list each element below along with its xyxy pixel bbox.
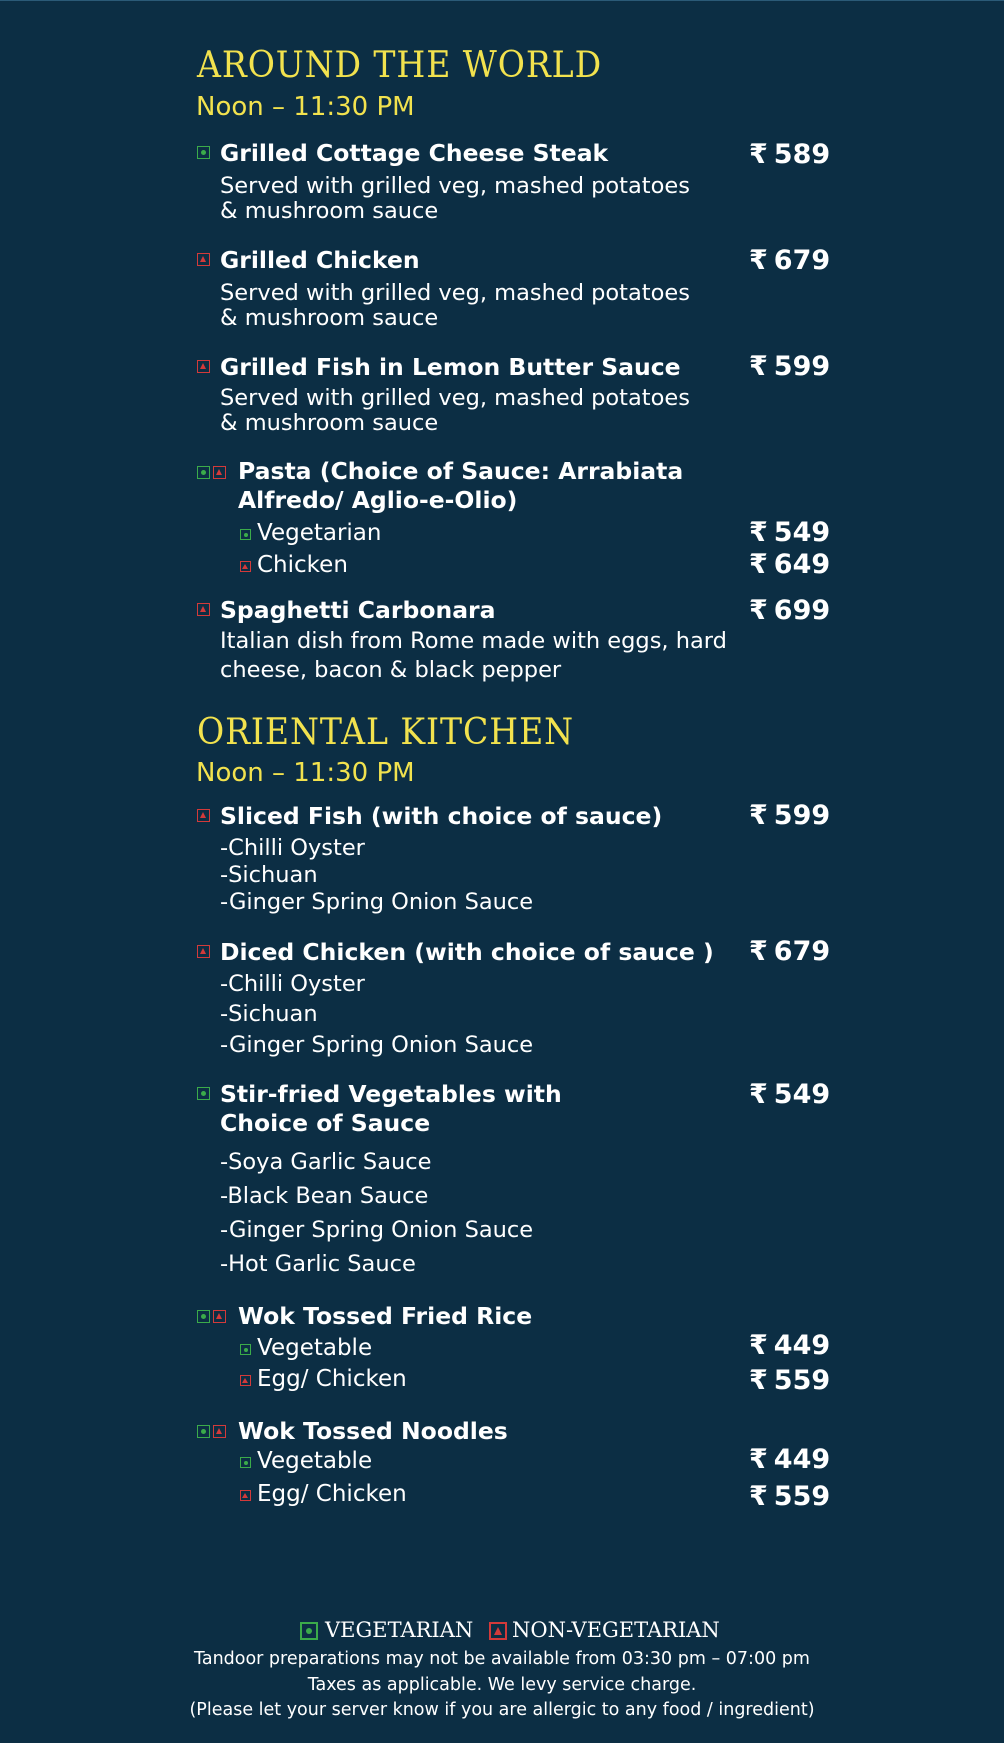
item-description: Italian dish from Rome made with eggs, hard bbox=[220, 628, 727, 654]
rupee-icon: ₹ bbox=[749, 1481, 768, 1512]
veg-icon bbox=[240, 1344, 251, 1355]
item-name: Grilled Cottage Cheese Steak bbox=[220, 139, 609, 167]
veg-icon bbox=[197, 1310, 210, 1323]
item-description: -Ginger Spring Onion Sauce bbox=[220, 889, 534, 915]
nonveg-icon bbox=[197, 809, 210, 822]
item-description: cheese, bacon & black pepper bbox=[220, 657, 562, 683]
footer-note-tandoor: Tandoor preparations may not be available from 03:30 pm – 07:00 pm bbox=[194, 1649, 810, 1669]
item-description: -Sichuan bbox=[220, 1001, 318, 1027]
item-price: ₹ 599 bbox=[749, 800, 831, 831]
option-label: Vegetable bbox=[257, 1448, 373, 1474]
item-description: -Ginger Spring Onion Sauce bbox=[220, 1217, 534, 1243]
item-description: & mushroom sauce bbox=[220, 198, 439, 224]
item-name: Grilled Fish in Lemon Butter Sauce bbox=[220, 353, 681, 381]
option-label: Egg/ Chicken bbox=[257, 1481, 407, 1507]
nonveg-icon bbox=[240, 1490, 251, 1501]
item-name: Choice of Sauce bbox=[220, 1109, 431, 1137]
rupee-icon: ₹ bbox=[749, 517, 768, 548]
item-price: ₹ 589 bbox=[749, 139, 831, 170]
section-title-oriental-kitchen: ORIENTAL KITCHEN bbox=[197, 712, 575, 753]
section-hours: Noon – 11:30 PM bbox=[196, 758, 415, 788]
item-description: & mushroom sauce bbox=[220, 410, 439, 436]
nonveg-icon bbox=[197, 945, 210, 958]
option-price: ₹ 449 bbox=[749, 1444, 831, 1475]
option-price: ₹ 449 bbox=[749, 1330, 831, 1361]
rupee-icon: ₹ bbox=[749, 351, 768, 382]
item-description: & mushroom sauce bbox=[220, 305, 439, 331]
rupee-icon: ₹ bbox=[749, 595, 768, 626]
veg-legend-icon bbox=[300, 1622, 318, 1640]
veg-icon bbox=[197, 466, 210, 479]
nonveg-icon bbox=[213, 466, 226, 479]
footer-note-taxes: Taxes as applicable. We levy service charge. bbox=[307, 1675, 697, 1695]
item-description: Served with grilled veg, mashed potatoes bbox=[220, 385, 690, 411]
nonveg-icon bbox=[240, 561, 251, 572]
item-name: Wok Tossed Noodles bbox=[238, 1417, 508, 1445]
option-price: ₹ 549 bbox=[749, 517, 831, 548]
item-name: Sliced Fish (with choice of sauce) bbox=[220, 802, 663, 830]
option-label: Chicken bbox=[257, 552, 348, 578]
option-price: ₹ 559 bbox=[749, 1481, 831, 1512]
nonveg-legend-icon bbox=[489, 1622, 507, 1640]
item-description: -Hot Garlic Sauce bbox=[220, 1251, 416, 1277]
legend-veg-label: VEGETARIAN bbox=[325, 1618, 474, 1642]
section-hours: Noon – 11:30 PM bbox=[196, 92, 415, 122]
option-price: ₹ 559 bbox=[749, 1365, 831, 1396]
rupee-icon: ₹ bbox=[749, 139, 768, 170]
footer-note-allergy: (Please let your server know if you are allergic to any food / ingredient) bbox=[189, 1700, 815, 1720]
veg-icon bbox=[197, 1425, 210, 1438]
item-description: -Chilli Oyster bbox=[220, 971, 365, 997]
section-title-around-the-world: AROUND THE WORLD bbox=[197, 45, 603, 86]
item-name: Grilled Chicken bbox=[220, 246, 420, 274]
item-name: Pasta (Choice of Sauce: Arrabiata bbox=[238, 457, 684, 485]
item-name: Diced Chicken (with choice of sauce ) bbox=[220, 938, 714, 966]
item-price: ₹ 549 bbox=[749, 1079, 831, 1110]
item-name: Alfredo/ Aglio-e-Olio) bbox=[238, 486, 518, 514]
item-price: ₹ 679 bbox=[749, 245, 831, 276]
veg-icon bbox=[197, 1087, 210, 1100]
item-description: -Sichuan bbox=[220, 862, 318, 888]
nonveg-icon bbox=[213, 1425, 226, 1438]
rupee-icon: ₹ bbox=[749, 1330, 768, 1361]
rupee-icon: ₹ bbox=[749, 1365, 768, 1396]
nonveg-icon bbox=[197, 360, 210, 373]
rupee-icon: ₹ bbox=[749, 549, 768, 580]
item-description: -Soya Garlic Sauce bbox=[220, 1149, 432, 1175]
item-description: Served with grilled veg, mashed potatoes bbox=[220, 280, 690, 306]
rupee-icon: ₹ bbox=[749, 800, 768, 831]
nonveg-icon bbox=[197, 603, 210, 616]
item-name: Stir-fried Vegetables with bbox=[220, 1080, 562, 1108]
rupee-icon: ₹ bbox=[749, 245, 768, 276]
option-price: ₹ 649 bbox=[749, 549, 831, 580]
item-description: -Ginger Spring Onion Sauce bbox=[220, 1032, 534, 1058]
nonveg-icon bbox=[197, 253, 210, 266]
nonveg-icon bbox=[213, 1310, 226, 1323]
option-label: Egg/ Chicken bbox=[257, 1366, 407, 1392]
item-price: ₹ 679 bbox=[749, 936, 831, 967]
veg-icon bbox=[197, 146, 210, 159]
option-label: Vegetable bbox=[257, 1335, 373, 1361]
option-label: Vegetarian bbox=[257, 520, 382, 546]
rupee-icon: ₹ bbox=[749, 1444, 768, 1475]
rupee-icon: ₹ bbox=[749, 1079, 768, 1110]
nonveg-icon bbox=[240, 1375, 251, 1386]
item-description: -Black Bean Sauce bbox=[220, 1183, 429, 1209]
item-description: -Chilli Oyster bbox=[220, 835, 365, 861]
item-price: ₹ 699 bbox=[749, 595, 831, 626]
legend-nonveg-label: NON-VEGETARIAN bbox=[512, 1618, 720, 1642]
item-name: Spaghetti Carbonara bbox=[220, 596, 496, 624]
item-description: Served with grilled veg, mashed potatoes bbox=[220, 173, 690, 199]
rupee-icon: ₹ bbox=[749, 936, 768, 967]
veg-icon bbox=[240, 529, 251, 540]
item-price: ₹ 599 bbox=[749, 351, 831, 382]
item-name: Wok Tossed Fried Rice bbox=[238, 1302, 533, 1330]
veg-icon bbox=[240, 1457, 251, 1468]
